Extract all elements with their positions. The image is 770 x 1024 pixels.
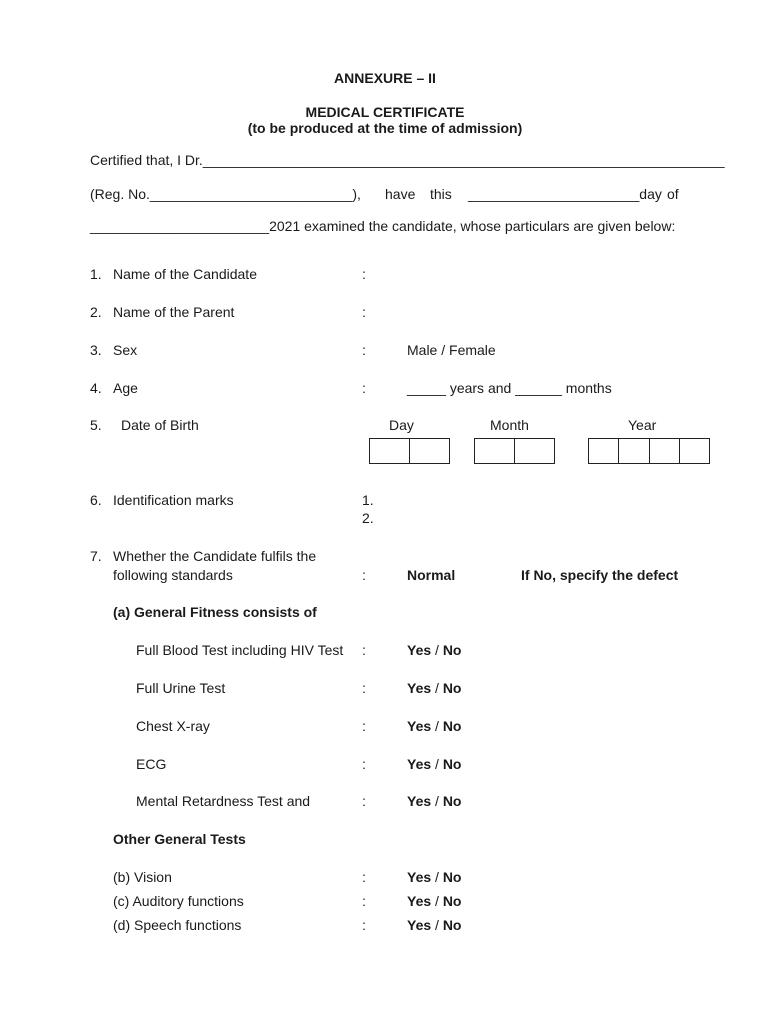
item-number: 7. — [90, 548, 102, 564]
sex-options: Male / Female — [407, 342, 496, 358]
test-label: Chest X-ray — [136, 718, 210, 734]
yes-no-option[interactable] — [407, 869, 461, 885]
yes-option[interactable]: Yes — [407, 893, 432, 909]
item-number: 1. — [90, 266, 102, 282]
other-tests-heading: Other General Tests — [113, 831, 246, 847]
no-option[interactable]: No — [442, 642, 462, 658]
test-label: ECG — [136, 756, 167, 772]
colon: : — [362, 342, 366, 358]
item-number: 3. — [90, 342, 102, 358]
yes-option[interactable]: Yes — [407, 718, 432, 734]
colon: : — [362, 680, 366, 696]
document-subtitle: (to be produced at the time of admission) — [247, 120, 523, 136]
no-option[interactable]: No — [442, 718, 462, 734]
separator: / — [435, 893, 439, 909]
no-option[interactable]: No — [442, 680, 462, 696]
separator: / — [435, 869, 439, 885]
no-option[interactable]: No — [442, 893, 462, 909]
colon: : — [362, 869, 366, 885]
dob-year-boxes[interactable] — [588, 438, 710, 464]
no-option[interactable]: No — [442, 917, 462, 933]
colon: : — [362, 756, 366, 772]
yes-no-option[interactable] — [407, 718, 461, 734]
dob-year-label: Year — [628, 417, 657, 433]
general-fitness-heading: (a) General Fitness consists of — [113, 604, 317, 620]
no-option[interactable]: No — [442, 756, 462, 772]
yes-option[interactable]: Yes — [407, 680, 432, 696]
colon: : — [362, 304, 366, 320]
identification-label: Identification marks — [113, 492, 234, 508]
examined-line: _______________________2021 examined the candidate, whose particulars are given below: — [90, 218, 676, 234]
normal-column-header: Normal — [407, 567, 456, 583]
have-text: have — [385, 186, 416, 202]
colon: : — [362, 917, 366, 933]
dob-day-boxes[interactable] — [369, 438, 450, 464]
defect-column-header: If No, specify the defect — [521, 567, 679, 583]
separator: / — [435, 793, 439, 809]
colon: : — [362, 718, 366, 734]
parent-name-label: Name of the Parent — [113, 304, 235, 320]
annexure-heading: ANNEXURE – II — [334, 70, 436, 86]
no-option[interactable]: No — [442, 869, 462, 885]
item-number: 6. — [90, 492, 102, 508]
identification-mark-1: 1. — [362, 492, 374, 508]
test-label: Full Urine Test — [136, 680, 226, 696]
separator: / — [435, 680, 439, 696]
test-label: (d) Speech functions — [113, 917, 242, 933]
yes-option[interactable]: Yes — [407, 642, 432, 658]
dob-month-label: Month — [490, 417, 529, 433]
yes-no-option[interactable] — [407, 642, 461, 658]
this-text: this — [430, 186, 452, 202]
yes-no-option[interactable] — [407, 680, 461, 696]
separator: / — [435, 718, 439, 734]
yes-option[interactable]: Yes — [407, 793, 432, 809]
separator: / — [435, 756, 439, 772]
colon: : — [362, 793, 366, 809]
test-label: Mental Retardness Test and — [136, 793, 311, 809]
sex-label: Sex — [113, 342, 138, 358]
test-label: (b) Vision — [113, 869, 172, 885]
test-label: (c) Auditory functions — [113, 893, 244, 909]
colon: : — [362, 266, 366, 282]
yes-no-option[interactable] — [407, 793, 461, 809]
yes-option[interactable]: Yes — [407, 869, 432, 885]
candidate-name-label: Name of the Candidate — [113, 266, 257, 282]
dob-day-label: Day — [389, 417, 414, 433]
yes-option[interactable]: Yes — [407, 917, 432, 933]
colon: : — [362, 567, 366, 583]
yes-no-option[interactable] — [407, 893, 461, 909]
identification-mark-2: 2. — [362, 510, 374, 526]
item-number: 2. — [90, 304, 102, 320]
separator: / — [435, 917, 439, 933]
document-title: MEDICAL CERTIFICATE — [305, 104, 465, 120]
yes-no-option[interactable] — [407, 756, 461, 772]
colon: : — [362, 642, 366, 658]
dob-month-boxes[interactable] — [474, 438, 555, 464]
standards-label-line2: following standards — [113, 567, 233, 583]
no-option[interactable]: No — [442, 793, 462, 809]
yes-no-option[interactable] — [407, 917, 461, 933]
dob-label: Date of Birth — [121, 417, 199, 433]
yes-option[interactable]: Yes — [407, 756, 432, 772]
item-number: 5. — [90, 417, 102, 433]
age-value: _____ years and ______ months — [407, 380, 612, 396]
item-number: 4. — [90, 380, 102, 396]
day-blank: ______________________day — [468, 186, 662, 202]
reg-number-line: (Reg. No.__________________________), — [90, 186, 361, 202]
colon: : — [362, 380, 366, 396]
test-label: Full Blood Test including HIV Test — [136, 642, 344, 658]
separator: / — [435, 642, 439, 658]
age-label: Age — [113, 380, 138, 396]
of-text: of — [667, 186, 679, 202]
standards-label-line1: Whether the Candidate fulfils the — [113, 548, 317, 564]
colon: : — [362, 893, 366, 909]
certified-line: Certified that, I Dr.___________________________________________________________________ — [90, 152, 725, 168]
